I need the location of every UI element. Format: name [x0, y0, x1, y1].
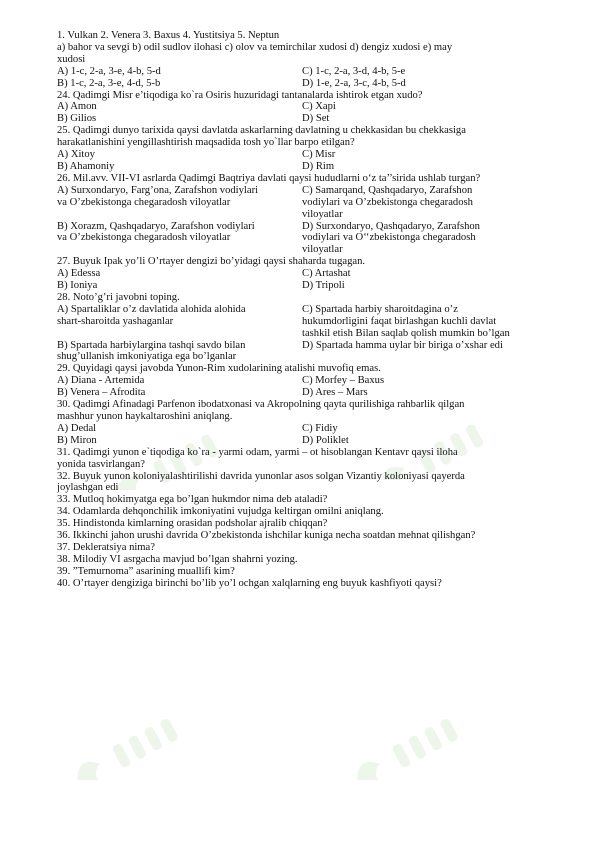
option-d: D) Poliklet — [302, 434, 349, 446]
option-c: C) Morfey – Baxus — [302, 375, 385, 387]
option-a: A) Amon — [57, 101, 97, 113]
option-d: D) Rim — [302, 160, 335, 172]
option-c-line: hukumdorligini faqat birlashgan kuchli davlat — [302, 315, 497, 327]
question-33: 33. Mutloq hokimyatga ega bo’lgan hukmdor nima deb ataladi? — [57, 494, 328, 506]
answer-grid — [57, 78, 547, 90]
matching-definitions: a) bahor va sevgi b) odil sudlov ilohasi c) olov va temirchilar xudosi d) dengiz xudosi e) may — [57, 41, 453, 53]
option-d-line: viloyatlar — [302, 244, 343, 256]
option-a-line: A) Surxondaryo, Farg’ona, Zarafshon vodiylari — [57, 184, 259, 196]
answer-grid — [57, 221, 547, 257]
option-a: A) Edessa — [57, 268, 101, 280]
option-a — [57, 304, 302, 340]
option-b — [57, 340, 302, 364]
question-25-cont: harakatlanishini yengillashtirish maqsadida tosh yo`llar barpo etilgan? — [57, 137, 355, 149]
question-27: 27. Buyuk Ipak yo’li O’rtayer dengizi bo’yidagi qaysi shaharda tugagan. — [57, 256, 366, 268]
matching-definitions-cont: xudosi — [57, 53, 86, 65]
option-d-line: D) Spartada hamma uylar bir biriga o’xshar edi — [302, 339, 503, 351]
answer-grid — [57, 340, 547, 364]
question-29: 29. Quyidagi qaysi javobda Yunon-Rim xudolarining atalishi muvofiq emas. — [57, 363, 381, 375]
option-c — [302, 304, 547, 340]
watermark-logo-icon — [335, 700, 535, 780]
option-a: A) 1-c, 2-a, 3-e, 4-b, 5-d — [57, 65, 161, 77]
watermark-logo-icon — [55, 700, 255, 780]
option-b: B) Miron — [57, 434, 97, 446]
option-c — [302, 185, 547, 221]
question-40: 40. O’rtayer dengiziga birinchi bo’lib yo’l ochgan xalqlarning eng buyuk kashfiyoti qaysi? — [57, 577, 442, 589]
question-36: 36. Ikkinchi jahon urushi davrida O’zbekistonda ishchilar kuniga necha soatdan mehnat qilishgan? — [57, 530, 476, 542]
option-c: C) 1-c, 2-a, 3-d, 4-b, 5-e — [302, 65, 406, 77]
option-b-line: B) Spartada harbiylargina tashqi savdo bilan — [57, 339, 246, 351]
answer-grid — [57, 149, 547, 161]
question-39: 39. ”Temurnoma” asarining muallifi kim? — [57, 565, 235, 577]
option-b: B) Gilios — [57, 113, 97, 125]
document-content — [57, 30, 547, 590]
question-24: 24. Qadimgi Misr e’tiqodiga ko`ra Osiris huzuridagi tantanalarda ishtirok etgan xudo? — [57, 89, 423, 101]
question-34: 34. Odamlarda dehqonchilik imkoniyatini vujudga keltirgan omilni aniqlang. — [57, 506, 384, 518]
option-b-line: va O’zbekistonga chegaradosh viloyatlar — [57, 232, 231, 244]
question-31-cont: yonida tasvirlangan? — [57, 458, 145, 470]
option-c: C) Fidiy — [302, 422, 338, 434]
option-d-line: D) Surxondaryo, Qashqadaryo, Zarafshon — [302, 220, 480, 232]
answer-grid — [57, 101, 547, 113]
option-c: C) Misr — [302, 149, 336, 161]
question-26: 26. Mil.avv. VII-VI asrlarda Qadimgi Baqtriya davlati qaysi hududlarni o‘z ta’’sirida ushlab turgan? — [57, 172, 481, 184]
option-d: D) Ares – Mars — [302, 387, 368, 399]
option-c-line: vodiylari va O’zbekistonga chegaradosh — [302, 196, 473, 208]
question-35: 35. Hindistonda kimlarning orasidan podsholar ajralib chiqqan? — [57, 518, 328, 530]
answer-grid — [57, 375, 547, 387]
option-b: B) Ahamoniy — [57, 160, 115, 172]
question-38: 38. Milodiy VI asrgacha mavjud bo’lgan shahrni yozing. — [57, 553, 298, 565]
question-28: 28. Noto’g’ri javobni toping. — [57, 291, 180, 303]
answer-grid — [57, 435, 547, 447]
option-b: B) Ioniya — [57, 280, 98, 292]
answer-grid — [57, 185, 547, 221]
option-a: A) Diana - Artemida — [57, 375, 145, 387]
answer-grid — [57, 161, 547, 173]
answer-grid — [57, 423, 547, 435]
option-c-line: tashkil etish Bilan saqlab qolish mumkin bo’lgan — [302, 327, 510, 339]
option-b: B) Venera – Afrodita — [57, 387, 146, 399]
option-d — [302, 221, 547, 257]
question-31: 31. Qadimgi yunon e`tiqodiga ko`ra - yarmi odam, yarmi – ot hisoblangan Kentavr qaysi iloha — [57, 446, 458, 458]
answer-grid — [57, 66, 547, 78]
question-25: 25. Qadimgi dunyo tarixida qaysi davlatda askarlarning davlatning u chekkasidan bu chekkasiga — [57, 125, 466, 137]
option-c: C) Artashat — [302, 268, 351, 280]
option-a-line: shart-sharoitda yashaganlar — [57, 315, 174, 327]
question-32: 32. Buyuk yunon koloniyalashtirilishi davrida yunonlar asos solgan Vizantiy koloniyasi qayerda — [57, 470, 465, 482]
answer-grid — [57, 268, 547, 280]
option-c: C) Xapi — [302, 101, 336, 113]
answer-grid — [57, 113, 547, 125]
option-b — [57, 221, 302, 257]
option-c-line: C) Spartada harbiy sharoitdagina o’z — [302, 303, 458, 315]
option-d-line: vodiylari va O‘‘zbekistonga chegaradosh — [302, 232, 476, 244]
option-b-line: B) Xorazm, Qashqadaryo, Zarafshon vodiylari — [57, 220, 255, 232]
option-d: D) Set — [302, 113, 330, 125]
option-c-line: C) Samarqand, Qashqadaryo, Zarafshon — [302, 184, 473, 196]
option-a: A) Xitoy — [57, 149, 95, 161]
option-a-line: va O’zbekistonga chegaradosh viloyatlar — [57, 196, 231, 208]
question-37: 37. Dekleratsiya nima? — [57, 541, 155, 553]
option-a — [57, 185, 302, 221]
option-c-line: viloyatlar — [302, 208, 343, 220]
option-d: D) Tripoli — [302, 280, 345, 292]
option-d — [302, 340, 547, 364]
matching-items: 1. Vulkan 2. Venera 3. Baxus 4. Yustitsiya 5. Neptun — [57, 30, 280, 41]
question-30: 30. Qadimgi Afinadagi Parfenon ibodatxonasi va Akropolning qayta qurilishiga rahbarlik qilgan — [57, 399, 465, 411]
option-b-line: shug’ullanish imkoniyatiga ega bo’lganlar — [57, 351, 237, 363]
question-32-cont: joylashgan edi — [57, 482, 119, 494]
option-b: B) 1-c, 2-a, 3-e, 4-d, 5-b — [57, 77, 161, 89]
option-a-line: A) Spartaliklar o’z davlatida alohida alohida — [57, 303, 246, 315]
question-30-cont: mashhur yunon haykaltaroshini aniqlang. — [57, 411, 233, 422]
option-a: A) Dedal — [57, 422, 97, 434]
answer-grid — [57, 387, 547, 399]
answer-grid — [57, 304, 547, 340]
option-d: D) 1-e, 2-a, 3-c, 4-b, 5-d — [302, 77, 406, 89]
answer-grid — [57, 280, 547, 292]
